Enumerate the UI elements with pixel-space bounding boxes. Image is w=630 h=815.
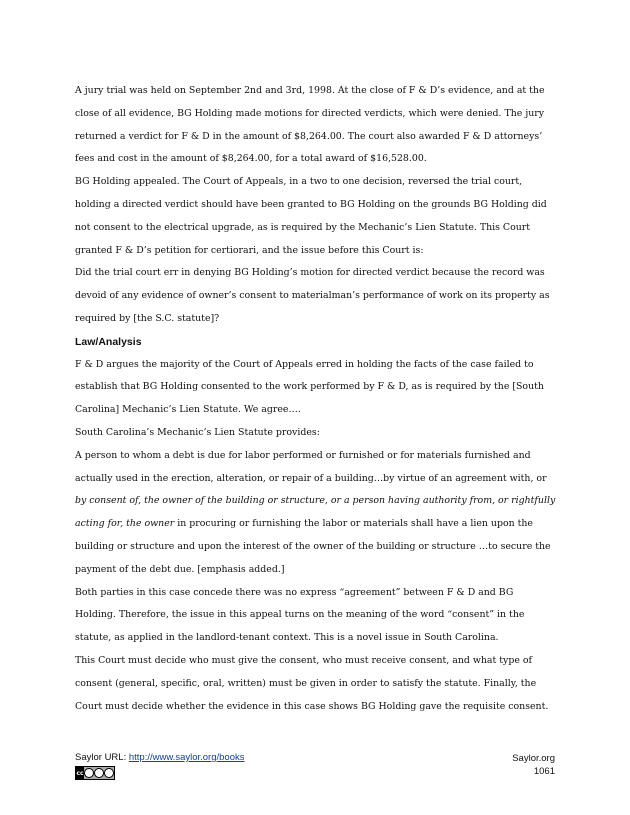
- creative-commons-license-icon: [75, 766, 115, 780]
- footer-site-name: Saylor.org: [512, 753, 555, 764]
- nc-icon: [94, 768, 104, 778]
- paragraph-appeal: BG Holding appealed. The Court of Appeals, in a two to one decision, reversed the trial court, holding a directed verdict should have been granted to BG Holding on the grounds BG Holding did not consent to the electrical upgrade, as is required by the Mechanic’s Lien Statute. This Court granted F & D’s petition for certiorari, and the issue before this Court is:: [75, 176, 547, 256]
- footer-url-label: Saylor URL:: [75, 752, 129, 763]
- statute-text-before: A person to whom a debt is due for labor performed or furnished or for materials furnished and actually used in the erection, alteration, or repair of a building…by virtue of an agreement with, or: [75, 449, 547, 484]
- paragraph-issue: Did the trial court err in denying BG Holding’s motion for directed verdict because the record was devoid of any evidence of owner’s consent to materialman’s performance of work on its property as required by [the S.C. statute]?: [75, 267, 550, 324]
- paragraph-agreement: Both parties in this case concede there was no express “agreement” between F & D and BG Holding. Therefore, the issue in this appeal turns on the meaning of the word “consent” in the statute, as applied in the landlord-tenant context. This is a novel issue in South Carolina.: [75, 586, 525, 644]
- section-heading: Law/Analysis: [75, 335, 142, 348]
- paragraph-statute-intro: South Carolina’s Mechanic’s Lien Statute provides:: [75, 426, 320, 438]
- paragraph-consent: This Court must decide who must give the consent, who must receive consent, and what type of consent (general, specific, oral, written) must be given in order to satisfy the statute. Finally, the Court must decide whether the evidence in this case shows BG Holding gave the requisite consent.: [75, 654, 549, 712]
- license-terms: [84, 768, 114, 778]
- footer-site: [512, 752, 555, 778]
- cc-icon: cc: [76, 767, 84, 779]
- footer-source: [75, 752, 245, 763]
- paragraph-jury-trial: A jury trial was held on September 2nd and 3rd, 1998. At the close of F & D’s evidence, and at the close of all evidence, BG Holding made motions for directed verdicts, which were denied. The jury returned a verdict for F & D in the amount of $8,264.00. The court also awarded F & D attorneys’ fees and cost in the amount of $8,264.00, for a total award of $16,528.00.: [75, 85, 545, 165]
- footer-url-link[interactable]: http://www.saylor.org/books: [128, 752, 245, 763]
- by-icon: [84, 768, 94, 778]
- page-number: 1061: [533, 766, 555, 777]
- statute-text-after: in procuring or furnishing the labor or materials shall have a lien upon the building or structure and upon the interest of the owner of the building or structure …to secure the payment of the debt due. [emphasis added.]: [75, 518, 551, 575]
- sa-icon: [104, 768, 114, 778]
- paragraph-argument: F & D argues the majority of the Court of Appeals erred in holding the facts of the case failed to establish that BG Holding consented to the work performed by F & D, as is required by the [South Carolina] Mechanic’s Lien Statute. We agree….: [75, 358, 544, 416]
- body-text: [75, 80, 557, 718]
- statute-emphasis: by consent of, the owner of the building or structure, or a person having authority from, or rightfully acting for, the owner: [75, 495, 556, 530]
- paragraph-statute: [75, 445, 557, 582]
